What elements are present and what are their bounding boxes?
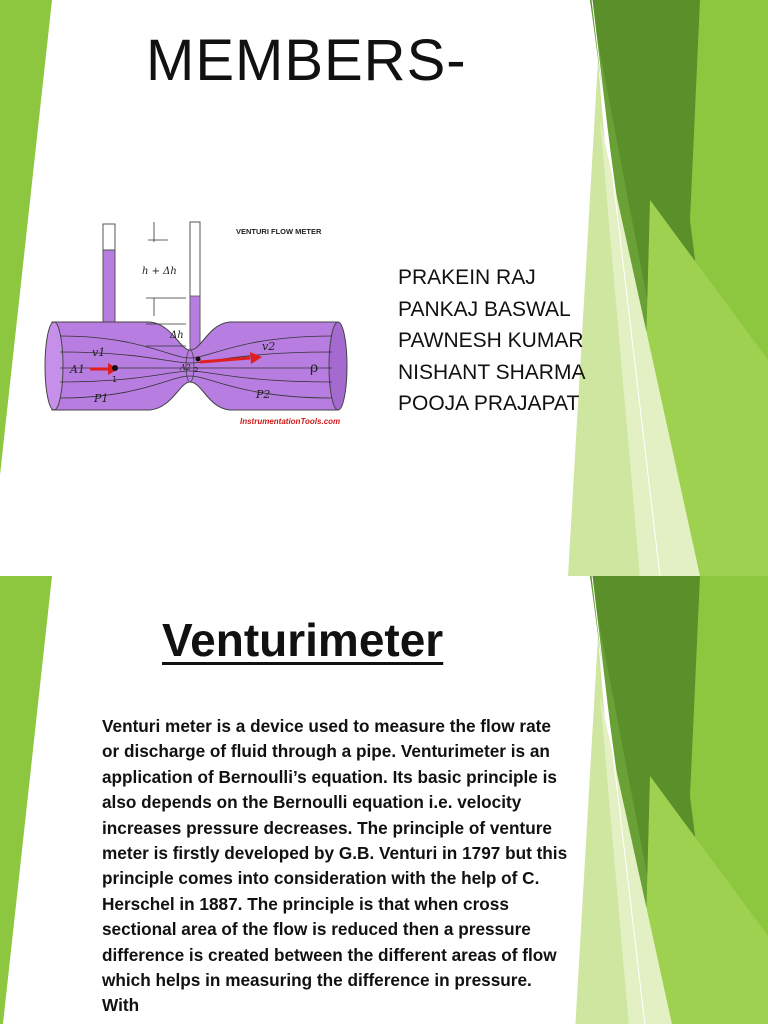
a1-label: A1 xyxy=(70,363,85,376)
point-1-label: 1 xyxy=(112,375,118,384)
body-paragraph: Venturi meter is a device used to measure the flow rate or discharge of fluid through a pipe. Venturimeter is an application of Bernoulli’s equation. Its basic principle is also depends on the Bernoulli equation i.e. velocity increases pressure decreases. The principle of venture meter is firstly developed by G.B. Venturi in 1797 but this principle comes into consideration with the help of C. Herschel in 1887. The principle is that when cross sectional area of the flow is reduced then a pressure difference is created between the different areas of flow which helps in measuring the difference in pressure. With xyxy=(102,716,568,1016)
v1-label: v1 xyxy=(92,346,106,359)
member-name: PAWNESH KUMAR xyxy=(398,329,584,352)
member-name: PANKAJ BASWAL xyxy=(398,297,571,321)
p2-label: P2 xyxy=(256,388,271,401)
member-name: POOJA PRAJAPAT xyxy=(398,392,580,415)
member-list xyxy=(398,262,585,420)
source-credit: InstrumentationTools.com xyxy=(240,417,341,426)
rho-label: ρ xyxy=(310,360,319,376)
delta-h-label: Δh xyxy=(170,330,184,341)
a2-label: A2 xyxy=(180,363,191,372)
member-name: NISHANT SHARMA xyxy=(398,360,586,384)
head-label: h + Δh xyxy=(142,266,177,277)
diagram-title: VENTURI FLOW METER xyxy=(236,227,322,236)
v2-label: v2 xyxy=(262,340,276,353)
slide-title: Venturimeter xyxy=(162,614,444,666)
member-name: PRAKEIN RAJ xyxy=(398,266,536,289)
point-2-label: 2 xyxy=(194,366,199,374)
venturi-meter-diagram xyxy=(40,212,360,430)
p1-label: P1 xyxy=(94,392,109,405)
slide-title: MEMBERS- xyxy=(146,28,467,93)
